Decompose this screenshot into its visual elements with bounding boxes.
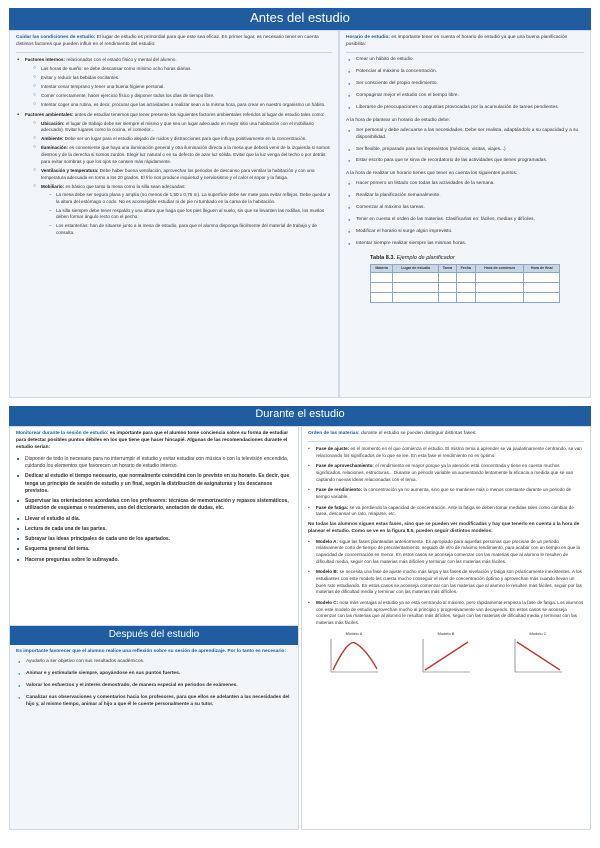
list-item — [33, 184, 332, 237]
intro-keyword: Horario de estudio: — [346, 35, 390, 40]
list-item: ○ Intentar cenar temprano y tener una buena higiene personal. — [33, 84, 332, 91]
item-heading: Iluminación: — [41, 145, 69, 151]
list-item: ● Hacer primero un listado con todas las actividades de la semana. — [346, 181, 584, 188]
section-title-despues: Después del estudio — [10, 626, 298, 645]
item-text: sigue las fases planteadas anteriormente. Es apropiado para aquellas personas que precisan de un periodo relativamente corto de tiempo de precalentamiento, seguido de otro de máximo rendimiento, para acabar con un tiempo en que la capacidad de concentración es menor. En estos casos se aconseja comenzar con las materias que al alumno le resulten de dificultad media, seguir con las materias más difíciles y terminar con las materias más fáciles. — [316, 538, 581, 564]
section-title-antes: Antes del estudio — [9, 8, 591, 30]
list-item: ● Liberarse de preocupaciones o angustias provocadas por la acumulación de tareas pendientes. — [346, 105, 584, 112]
model-label: Modelo A — [345, 630, 363, 636]
list-item — [308, 505, 584, 518]
antes-right-intro — [346, 35, 584, 53]
item-heading: Modelo C: — [316, 600, 339, 606]
list-item: ● Ser consciente del propio rendimiento. — [346, 81, 584, 88]
table-label: Tabla 8.3. — [370, 255, 396, 262]
section-title-durante: Durante el estudio — [9, 406, 591, 426]
item-heading: Fase de rendimiento: — [316, 487, 363, 493]
item-heading: Fase de fatiga: — [316, 504, 349, 510]
antes-left-column — [9, 30, 339, 398]
item-text: Debe ser un lugar para el estudio alejado de ruidos y distracciones para que influya positivamente en la concentración. — [63, 136, 307, 142]
item-text: el lugar de trabajo debe ser siempre el mismo y que sea un lugar adecuado en mejor sitio una habitación con el mobiliario adecuado). Evitar lugares como la cocina, el comedor... — [41, 120, 314, 133]
list-item — [33, 145, 332, 165]
planner-table — [370, 264, 560, 303]
factor-ambientales — [16, 112, 332, 237]
despues-intro — [16, 649, 292, 656]
table-header: Fecha — [456, 265, 475, 273]
list-item: ○ Intentar coger una rutina, es decir, procurar que las actividades a realizar sean a la misma hora, para crear en nuestro organismo un hábito. — [33, 102, 332, 109]
list-item: ■ Esquema general del tema. — [16, 546, 292, 553]
list-item: ■ Dedicar al estudio el tiempo necesario, que normalmente coincidirá con lo previsto en su horario. Es decir, que tenga un principio de sesión de estudio y un final, según la distribución de asignaturas y los descansos previstos. — [16, 473, 292, 495]
list-item — [308, 569, 584, 596]
item-heading: Fase de ajuste: — [316, 445, 350, 451]
list-item: ● Animar e y estimularle siempre, apoyándose en sus puntos fuertes. — [16, 671, 292, 678]
planner-table-block — [370, 254, 560, 303]
models-intro: No todas las alumnos siguen estas fases, sino que se pueden ver modificadas y hay que tenerlo en cuenta a la hora de planear el estudio. Como se ve en la figura 8.5, pueden seguir distintos modelos: — [308, 521, 580, 534]
list-item: ■ Lectura de cada una de las partes. — [16, 526, 292, 533]
model-b-chart — [416, 631, 476, 676]
list-item — [33, 121, 332, 134]
item-text: nota más ventajas al estudio ya se está centrando al máximo, pero rápidamente empieza la fase de fatiga. Los alumnos con este modelo de estudio aprovechan mucho al principio y progresivamente van decayendo. En estos casos se aconseja comenzar con las materias que al alumno le resultan más difíciles, seguir con las materias de dificultad media y terminar con las materias más fáciles. — [316, 600, 584, 625]
intro-keyword: Es importante favorecer que el alumno realice una reflexión sobre su sesión de aprendizaje. — [16, 648, 227, 654]
list-item — [33, 168, 332, 181]
table-caption — [370, 254, 560, 262]
item-text: Debe haber buena ventilación, aprovechar los periodos de descanso para ventilar la habitación y con una temperatura adecuada en torno a los 20 grados. El frío nos produce inquietud y nerviosismo y el calor el sopor y la fatiga. — [41, 167, 315, 180]
list-item: ● Ser flexible, preparado para los imprevistos (médicos, visitas, viajes...) — [346, 147, 584, 154]
intro-text: Por lo tanto es necesario: — [226, 648, 287, 654]
table-header: Lugar de estudio — [393, 265, 439, 273]
model-a-curve — [328, 637, 380, 675]
durante-right-column — [301, 426, 591, 830]
intro-text: El lugar de estudio es primordial para que este sea eficaz. En primer lugar, es necesario tener en cuenta distintos factores que pueden influir en el rendimiento del estudio: — [16, 35, 319, 47]
table-header: Hora de final — [524, 265, 560, 273]
list-item: ○ Las horas de sueño: se debe descansar como mínimo ocho horas diarias. — [33, 66, 332, 73]
list-item: ● Estar escrito para que te sirva de recordatorio de las actividades que tienes programadas. — [346, 158, 584, 165]
list-item — [308, 463, 584, 483]
model-c-curve — [512, 637, 564, 675]
item-heading: Fase de aprovechamiento: — [316, 463, 374, 469]
factor-internos — [16, 57, 332, 109]
list-item: ■ Hacerse preguntas sobre lo subrayado. — [16, 557, 292, 564]
table-row — [371, 283, 560, 293]
intro-text: es importante para que el alumno tome conciencia sobre su forma de estudiar para detectar posibles puntos débiles en los que tiene que hacer hincapié. Algunas de las recomendaciones durante el estudio serían: — [16, 431, 289, 450]
durante-intro — [16, 431, 292, 452]
list-item — [33, 136, 332, 143]
list-item: – Los estanterías: han de situarse junto a la mesa de estudio, para que el alumno disponga fácilmente del material de trabajo y de consulta. — [49, 223, 332, 236]
item-text: la concentración ya no aumenta, sino que se mantiene más o menos constante durante un periodo de tiempo variable. — [316, 487, 572, 499]
list-item: ● Compaginar mejor el estudio con el tiempo libre. — [346, 93, 584, 100]
table-header: Materia — [371, 265, 393, 273]
list-item: ■ Disponer de todo lo necesario para no interrumpir el estudio y evitar estudiar con música o con la televisión encendida, cuidando los elementos que favorecen un horario de estudio intenso. — [16, 456, 292, 471]
despues-panel — [10, 625, 298, 829]
list-item: ○ Evitar y reducir las bebidas excitantes. — [33, 75, 332, 82]
item-text: el rendimiento es mayor porque ya la atención está concentrada y tiene en cuenta muchos significados, relaciones, estructuras... Durante un periodo variable va aumentando lentamente la eficacia a medida que se van captando nuevas ideas relacionadas con el tema. — [316, 463, 574, 482]
list-item: – La mesa debe ser segura plana y amplia (no menos de 1,50 x 0,75 m). La superficie debe ser mate para evitar reflejos. Debe quedar a la altura del estómago o codo. No es aconsejable estudiar ni de pie ni tumbado en la cama de la habitación. — [49, 192, 332, 205]
item-text: se va perdiendo la capacidad de concentración. Ante la fatiga se deben tomar medidas tales como cambiar de tarea, descansar un rato, relajarse, etc. — [316, 504, 574, 517]
list-item: ● Modificar el horario si surge algún imprevisto. — [346, 229, 584, 236]
item-text: es conveniente que haya una iluminación general y otra iluminación directa a la mesa que deberá venir de la izquierda si somos diestros y de la derecha si somos zurdos. Elegir luz natural o en su defecto de azar luz sólida. Evitar que la luz venga del techo o por detrás para evitar sombras y que los ojos se cansen más rápidamente. — [41, 145, 330, 164]
list-item: – La silla siempre debe tener respaldo y una altura que haga que los pies lleguen al suelo, sin que se levanten las rodillas, los muslos deben formar ángulo recto con el pecho. — [49, 208, 332, 221]
table-header: Hora de comienzo — [475, 265, 524, 273]
antes-left-intro — [16, 35, 332, 53]
item-heading: Mobiliario: — [41, 183, 65, 189]
list-item: ● Canalizar sus observaciones y comentarios hacia los profesores, para que ellos se adelanten a las necesidades del hijo y, al mismo tiempo, animar al hijo a que él le cuente personalmente a su tutor. — [16, 695, 292, 709]
list-item: ■ Supervisar las orientaciones acordadas con los profesores: técnicas de memorización y repasos sistemáticos, utilización de esquemas o resúmenes, uso del diccionario, anotación de dudas, etc. — [16, 498, 292, 513]
item-text: es el momento en el que comienza el estudio. El mismo tema a aprender se va paulatinamente centrando, se van relacionando los significados de lo que se lee. En esta fase el rendimiento no es óptimo. — [316, 445, 582, 458]
horario-paragraph: A la hora de plantear un horario de estudio debe: — [346, 117, 451, 123]
model-a-chart — [324, 631, 384, 676]
list-item: ● Ayudarlo a ser objetivo con sus resultados académicos. — [16, 659, 292, 666]
model-c-chart — [508, 631, 568, 676]
item-heading: Ventilación y temperatura: — [41, 167, 99, 173]
list-item — [308, 446, 584, 459]
factor-text: relacionados con el estado físico y mental del alumno. — [65, 56, 177, 62]
list-item: ■ Subrayar las ideas principales de cada uno de los apartados. — [16, 536, 292, 543]
list-item: ○ Comer correctamente, hacer ejercicio físico y disponer todos los días de tiempo libre. — [33, 93, 332, 100]
item-text: se necesita una fase de ajuste mucho más larga y las fases de nivelación y fatiga son prácticamente inexistentes. A los estudiantes con este modelo les cuesta mucho conseguir el nivel de concentración óptimo y aprovechan más cuando llevan un buen rato estudiando. En estos casos se aconseja comenzar con las materias que al alumno le resulten más fáciles, seguir por las materias de dificultad media y terminar con las materias más difíciles. — [316, 569, 582, 595]
factor-text: antes de estudiar tenemos que tener presente los siguientes factores ambientales referidos al lugar de estudio tales como: — [73, 111, 325, 117]
list-item: ● Intentar siempre realizar siempre las mismas horas. — [346, 241, 584, 248]
table-header: Tarea — [439, 265, 457, 273]
intro-text: es importante tener en cuenta el horario de estudio ya que una buena planificación posibilita: — [346, 35, 568, 47]
item-heading: Ubicación: — [41, 120, 65, 126]
list-item: ● Valorar los esfuerzos y el interés demostrado, de manera especial en periodos de exámenes. — [16, 683, 292, 690]
item-heading: Ambiente: — [41, 136, 64, 142]
list-item: ■ Llevar el estudio al día. — [16, 516, 292, 523]
list-item: ● Crear un hábito de estudio. — [346, 57, 584, 64]
list-item — [308, 600, 584, 627]
antes-right-column — [339, 30, 591, 398]
table-row — [371, 273, 560, 283]
table-row — [371, 293, 560, 303]
intro-keyword: Monitorear durante la sesión de estudio: — [16, 431, 109, 436]
item-text: es básico que tanto la mesa como la silla sean adecuadas: — [64, 183, 186, 189]
horario-paragraph: A la hora de realizar un horario tienes que tener en cuenta los siguientes puntos: — [346, 171, 518, 177]
list-item: ● Ser personal y debe adecuarse a las necesidades. Debe ser realista, adaptándolo a su capacidad y a su disponibilidad. — [346, 128, 584, 142]
models-figure — [308, 631, 584, 676]
intro-keyword: Orden de las materias: — [308, 431, 360, 436]
list-item: ● Tener en cuenta el orden de las materias. Clasificarlas en: fáciles, medias y difíciles. — [346, 217, 584, 224]
list-item: ● Realizar la planificación semanalmente. — [346, 193, 584, 200]
list-item: ● Comenzar al máximo las tareas. — [346, 205, 584, 212]
factor-heading: Factores ambientales: — [25, 111, 74, 117]
model-label: Modelo B — [437, 630, 455, 636]
durante-left-column — [9, 426, 299, 830]
intro-keyword: Cuidar las condiciones de estudio: — [16, 35, 96, 40]
intro-text: durante el estudio se pueden distinguir distintas fases: — [359, 431, 477, 436]
list-item — [308, 539, 584, 566]
orden-intro — [308, 431, 584, 442]
table-title: Ejemplo de planificador — [396, 255, 455, 262]
list-item — [308, 487, 584, 500]
model-b-curve — [420, 637, 472, 675]
list-item: ● Potenciar al máximo la concentración. — [346, 69, 584, 76]
factor-heading: Factores internos: — [25, 56, 66, 62]
item-heading: Modelo B: — [316, 569, 339, 575]
item-heading: Modelo A: — [316, 538, 339, 544]
model-label: Modelo C — [529, 630, 547, 636]
